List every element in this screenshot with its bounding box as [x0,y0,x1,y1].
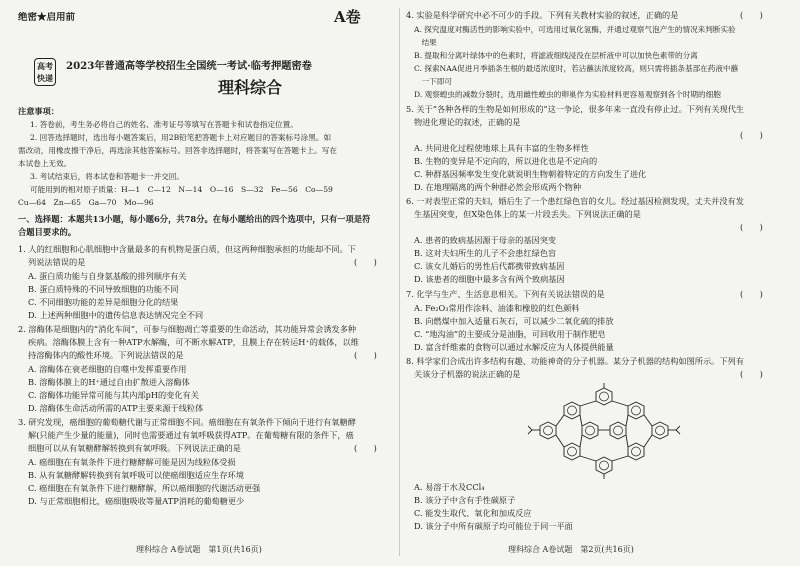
notes-line: 2. 回答选择题时，选出每小题答案后，用2B铅笔把答题卡上对应题目的答案标号涂黑。如 [30,133,332,142]
section-heading: 合题目要求的。 [18,227,77,237]
page-footer: 理科综合 A卷试题 第2页(共16页) [508,545,634,554]
option-a: A. 探究温度对酶活性的影响实验中，可选用过氧化氢酶，并通过观察气泡产生的情况来判断实验 [414,25,736,34]
answer-bracket: ( ) [740,369,763,379]
option-a: A. 溶酶体在衰老细胞的自噬中发挥重要作用 [28,364,187,374]
option-d: D. 上述两种细胞中的遗传信息表达情况完全不同 [28,310,204,320]
option-c-cont: 一下即可 [414,77,452,86]
right-column [404,6,790,558]
notes-line: 本试卷上无效。 [18,159,72,168]
answer-bracket: ( ) [354,350,377,360]
option-c: C. 不同细胞功能的差异是细胞分化的结果 [28,297,179,307]
page-footer: 理科综合 A卷试题 第1页(共16页) [136,545,262,554]
option-a: A. 患者的致病基因源于母亲的基因突变 [414,235,557,245]
question-stem: 解(只能产生少量的能量)，同时也需要通过有氧呼吸获得ATP。在葡萄糖有限的条件下，癌 [28,430,354,440]
option-d: D. 溶酶体生命活动所需的ATP主要来源于线粒体 [28,403,204,413]
option-d: D. 在地理隔离的两个种群必然会形成两个物种 [414,182,582,192]
option-a: A. 共同进化过程使地球上具有丰富的生物多样性 [414,143,589,153]
section-heading: 一、选择题：本题共13小题，每小题6分，共78分。在每小题给出的四个选项中，只有一项是符 [18,214,371,224]
notes-line: 3. 考试结束后，将本试卷和答题卡一并交回。 [30,172,184,181]
answer-bracket: ( ) [740,289,763,299]
answer-bracket: ( ) [740,10,763,20]
atomic-mass-line: 可能用到的相对原子质量：H—1 C—12 N—14 O—16 S—32 Fe—56 Co—59 [30,185,333,194]
option-a: A. 癌细胞在有氧条件下进行糖酵解可能是因为线粒体受损 [28,457,236,467]
option-c: C. 癌细胞在有氧条件下进行糖酵解，所以癌细胞的代谢活动更强 [28,483,261,493]
atomic-mass-line: Cu—64 Zn—65 Ga—70 Mo—96 [18,198,154,207]
option-b: B. 该分子中含有手性碳原子 [414,495,516,505]
option-a: A. 易溶于水及CCl₄ [414,482,485,492]
option-d: D. 该患者的细胞中最多含有两个致病基因 [414,274,565,284]
question-stem: 列说法错误的是 [28,257,86,267]
notes-line: 需改动，用橡皮擦干净后，再选涂其他答案标号。回答非选择题时，将答案写在答题卡上。写在 [18,146,337,155]
option-c: C. 该女儿婚后的男性后代都携带致病基因 [414,261,565,271]
structure-ring [540,388,668,474]
option-b: B. 提取和分离叶绿体中的色素时，将滤液细线浸没在层析液中可以加快色素带的分离 [414,51,698,60]
left-column [14,6,400,558]
option-a: A. 蛋白质功能与自身氨基酸的排列顺序有关 [28,271,187,281]
answer-bracket: ( ) [354,257,377,267]
option-c: C. 种群基因频率发生变化就说明生物朝着特定的方向发生了进化 [414,169,647,179]
option-a: A. Fe₂O₃常用作涂料、油漆和橡胶的红色颜料 [414,303,580,313]
molecular-structure-figure [524,382,684,480]
notes-line: 1. 答卷前，考生务必将自己的姓名、准考证号等填写在答题卡和试卷指定位置。 [30,120,298,129]
question-stem: 细胞可以从有氧糖酵解转换到有氧呼吸。下列说法正确的是 [28,443,241,453]
option-b: B. 从有氧糖酵解转换到有氧呼吸可以使癌细胞适应生存环境 [28,470,244,480]
exam-title: 2023年普通高等学校招生全国统一考试·临考押题密卷 [66,60,312,72]
volume-label: A卷 [334,8,361,26]
question-stem: 5. 关于“各种各样的生物是如何形成的”这一争论，很多年来一直没有停止过。下列有关现代生 [406,104,745,114]
option-b: B. 向燃煤中加入适量石灰石，可以减少二氧化硫的排放 [414,316,614,326]
option-c: C. 溶酶体功能异常可能与其内部pH的变化有关 [28,390,199,400]
question-stem: 8. 科学家们合成出许多结构有趣、功能神奇的分子机器。某分子机器的结构如图所示。下列有 [406,356,744,366]
question-stem: 4. 实验是科学研究中必不可少的手段。下列有关教材实验的叙述，正确的是 [406,10,679,20]
notes-title: 注意事项： [18,106,59,116]
structure-bonds [528,383,680,479]
question-stem: 1. 人的红细胞和心肌细胞中含量最多的有机物是蛋白质，但这两种细胞承担的功能却不同。下 [18,244,356,254]
option-b: B. 生物的变异是不定向的，所以进化也是不定向的 [414,156,598,166]
question-stem: 生基因突变，但X染色体上的某一片段丢失。下列说法正确的是 [414,209,641,219]
answer-bracket: ( ) [740,130,763,140]
answer-bracket: ( ) [740,222,763,232]
option-b: B. 这对夫妇所生的儿子不会患红绿色盲 [414,248,557,258]
option-d: D. 该分子中所有碳原子均可能位于同一平面 [414,521,573,531]
option-b: B. 蛋白质特殊的不同导致细胞的功能不同 [28,284,179,294]
option-b: B. 溶酶体膜上的H⁺通过自由扩散进入溶酶体 [28,377,190,387]
option-d: D. 观察蝗虫的减数分裂时，选用雌性蝗虫的卵巢作为实验材料更容易观察到各个时期的细胞 [414,90,721,99]
option-a-cont: 结果 [414,38,437,47]
question-stem: 2. 溶酶体是细胞内的“消化车间”，可参与细胞凋亡等重要的生命活动，其功能异常会诱发多种 [18,324,357,334]
question-stem: 关该分子机器的说法正确的是 [414,369,521,379]
gaokao-kuaidi-logo: 高考 快递 [34,58,56,86]
question-stem: 3. 研究发现，癌细胞的葡萄糖代谢与正常细胞不同。癌细胞在有氧条件下倾向于进行有氧糖酵 [18,417,356,427]
question-stem: 7. 化学与生产、生活息息相关。下列有关说法错误的是 [406,289,605,299]
question-stem: 物进化理论的叙述，正确的是 [414,117,521,127]
question-stem: 疾病。溶酶体膜上含有一种ATP水解酶，可不断水解ATP，且膜上存在转运H⁺的载体，以维 [28,337,359,347]
option-c: C. 能发生取代、氧化和加成反应 [414,508,532,518]
answer-bracket: ( ) [354,443,377,453]
question-stem: 持溶酶体内的酸性环境。下列说法错误的是 [28,350,184,360]
option-d: D. 富含纤维素的食物可以通过水解反应为人体提供能量 [414,342,614,352]
secret-label: 绝密★启用前 [18,12,76,23]
question-stem: 6. 一对表型正常的夫妇，婚后生了一个患红绿色盲的女儿。经过基因检测发现，丈夫并没有发 [406,196,744,206]
option-c: C. 探索NAA促进月季插条生根的最适浓度时，若沾蘸法浓度较高，则只需将插条基部在药液中蘸 [414,64,739,73]
option-d: D. 与正常细胞相比，癌细胞吸收等量ATP消耗的葡萄糖更少 [28,496,245,506]
subject-title: 理科综合 [218,78,283,97]
option-c: C. “地沟油”的主要成分是油脂，可回收用于制作肥皂 [414,329,606,339]
